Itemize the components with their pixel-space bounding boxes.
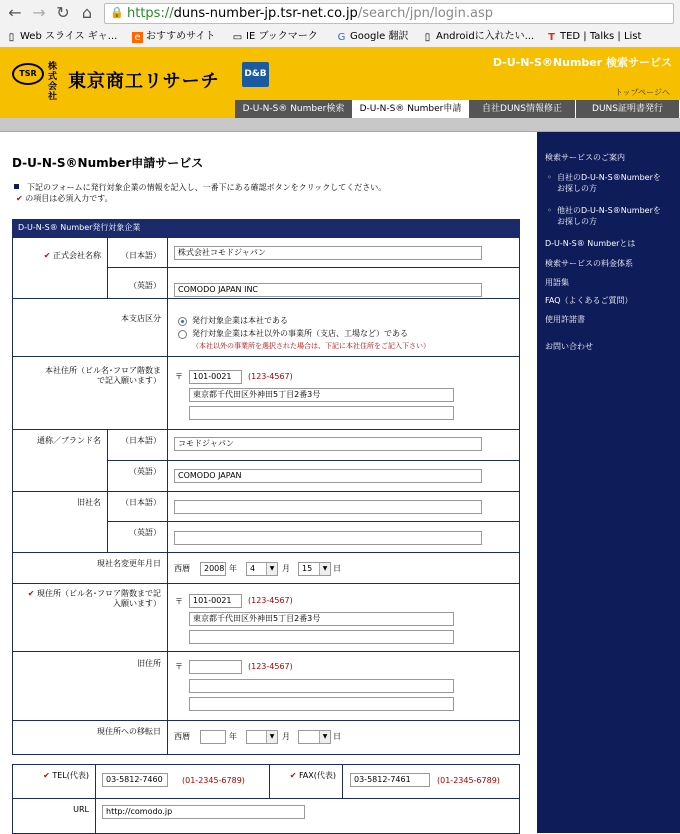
required-note: ✔ の項目は必須入力です。	[16, 194, 113, 203]
old-zip-input[interactable]	[189, 660, 242, 674]
service-title: D-U-N-S®Number 検索サービス	[492, 56, 672, 69]
zip-hint: (123-4567)	[248, 372, 293, 381]
label-current-address: ✔ 現住所（ビル名･フロア階数まで記入願います）	[13, 584, 167, 651]
label-old-name: 旧社名	[13, 492, 107, 552]
url-bar[interactable]: 🔒 https://duns-number-jp.tsr-net.co.jp/search/jpn/login.asp	[104, 3, 674, 24]
tab-duns-search[interactable]: D-U-N-S® Number検索	[235, 100, 353, 118]
old-name-en-input[interactable]	[174, 531, 482, 545]
old-address2-input[interactable]	[189, 697, 454, 711]
sidebar-item-about-duns[interactable]: D-U-N-S® Numberとは	[545, 239, 636, 248]
sidebar-item-glossary[interactable]: 用語集	[545, 278, 569, 287]
main-content	[0, 132, 537, 833]
official-name-en-input[interactable]: COMODO JAPAN INC	[174, 283, 482, 297]
intro-text: 下記のフォームに発行対象企業の情報を記入し、一番下にある確認ボタンをクリックしてください。	[14, 182, 386, 193]
cell	[168, 299, 519, 356]
cell	[168, 522, 519, 552]
bookmarks-bar	[0, 27, 680, 47]
label-ja: （日本語）	[108, 238, 167, 267]
name-change-month-select[interactable]: 4 ▼	[246, 562, 278, 576]
radio-branch[interactable]	[178, 330, 187, 339]
site-header	[0, 48, 680, 118]
cell	[168, 721, 519, 754]
label-tel: ✔ TEL(代表)	[13, 765, 95, 798]
day-unit: 日	[333, 732, 341, 741]
cell	[168, 492, 519, 521]
label-fax: ✔ FAX(代表)	[270, 765, 342, 798]
label-en: （英語）	[108, 522, 167, 552]
cell	[343, 765, 519, 798]
tel-hint: (01-2345-6789)	[182, 776, 245, 785]
zip-hint: (123-4567)	[248, 662, 293, 671]
cell	[168, 268, 519, 298]
ie-icon: e	[132, 32, 143, 43]
fax-input[interactable]: 03-5812-7461	[350, 773, 430, 787]
month-unit: 月	[282, 732, 290, 741]
page-icon: ▯	[8, 32, 15, 43]
tab-duns-edit[interactable]: 自社DUNS情報修正	[469, 100, 576, 118]
name-change-day-select[interactable]: 15 ▼	[298, 562, 331, 576]
sidebar-item-license[interactable]: 使用許諾書	[545, 315, 585, 324]
lock-icon: 🔒	[110, 6, 124, 19]
hq-address2-input[interactable]	[189, 406, 454, 420]
bookmark-item[interactable]: ▯ Web スライス ギャ...	[6, 27, 117, 47]
label-move-date: 現住所への移転日	[13, 721, 167, 754]
hq-zip-input[interactable]: 101-0021	[189, 370, 242, 384]
sidebar-item-contact[interactable]: お問い合わせ	[545, 342, 593, 351]
official-name-ja-input[interactable]: 株式会社コモドジャパン	[174, 246, 482, 260]
current-zip-input[interactable]: 101-0021	[189, 594, 242, 608]
label-name-change-date: 現社名変更年月日	[13, 553, 167, 583]
cell	[168, 553, 519, 583]
sidebar-item-faq[interactable]: FAQ（よくあるご質問）	[545, 296, 633, 305]
day-unit: 日	[333, 564, 341, 573]
label-official-name: ✔ 正式会社名称	[13, 238, 107, 298]
tab-duns-certificate[interactable]: DUNS証明書発行	[576, 100, 680, 118]
address-bar-row	[0, 0, 680, 27]
month-unit: 月	[282, 564, 290, 573]
label-brand: 通称／ブランド名	[13, 430, 107, 491]
translate-icon: G	[337, 32, 346, 43]
bookmark-item[interactable]: ▯ Androidに入れたい...	[422, 27, 534, 47]
fax-hint: (01-2345-6789)	[437, 776, 500, 785]
tel-input[interactable]: 03-5812-7460	[102, 773, 168, 787]
label-office-type: 本支店区分	[13, 299, 167, 356]
top-page-link[interactable]: トップページへ	[614, 88, 670, 97]
cell	[96, 799, 519, 833]
cell	[96, 765, 269, 798]
postal-mark: 〒	[175, 597, 183, 606]
bookmark-item[interactable]: e おすすめサイト	[132, 27, 215, 47]
radio-headquarters[interactable]	[178, 317, 187, 326]
form-section-title: D-U-N-S® Number発行対象企業	[18, 223, 141, 232]
cell	[168, 430, 519, 460]
cell	[168, 461, 519, 491]
name-change-year-input[interactable]: 2008	[200, 562, 226, 576]
page-icon: ▯	[424, 32, 431, 43]
home-icon[interactable]: ⌂	[81, 3, 93, 22]
ted-icon: T	[548, 32, 555, 43]
bookmark-item[interactable]: G Google 翻訳	[337, 31, 409, 43]
current-address2-input[interactable]	[189, 630, 454, 644]
sidebar-item-other-duns[interactable]: ◦ 他社のD-U-N-S®Numberをお探しの方	[547, 205, 667, 227]
postal-mark: 〒	[175, 372, 183, 381]
radio-note: （本社以外の事業所を選択された場合は、下記に本社住所をご記入下さい）	[192, 342, 430, 350]
old-name-ja-input[interactable]	[174, 500, 482, 514]
label-hq-address: 本社住所（ビル名･フロア階数まで記入願います）	[13, 357, 167, 429]
brand-ja-input[interactable]: コモドジャパン	[174, 437, 482, 451]
era-label: 西暦	[174, 564, 190, 573]
radio-branch-label: 発行対象企業は本社以外の事業所（支店、工場など）である	[192, 329, 408, 338]
hq-address1-input[interactable]: 東京都千代田区外神田5丁目2番3号	[189, 388, 454, 402]
tab-duns-apply[interactable]: D-U-N-S® Number申請	[353, 100, 469, 118]
year-unit: 年	[229, 564, 237, 573]
cell	[168, 584, 519, 651]
move-year-input[interactable]	[200, 730, 226, 744]
sidebar	[537, 132, 680, 833]
label-ja: （日本語）	[108, 430, 167, 460]
cell	[168, 652, 519, 720]
label-en: （英語）	[108, 268, 167, 298]
current-address1-input[interactable]: 東京都千代田区外神田5丁目2番3号	[189, 612, 454, 626]
move-day-select[interactable]	[298, 730, 331, 744]
forward-icon[interactable]: →	[32, 3, 46, 22]
label-ja: （日本語）	[108, 492, 167, 521]
bookmark-item[interactable]: T TED | Talks | List	[546, 27, 641, 47]
page-title: D-U-N-S®Number申請サービス	[12, 156, 204, 170]
sidebar-item-guide[interactable]: 検索サービスのご案内	[545, 153, 625, 162]
label-en: （英語）	[108, 461, 167, 491]
year-unit: 年	[229, 732, 237, 741]
radio-headquarters-label: 発行対象企業は本社である	[192, 316, 288, 325]
tsr-logo[interactable]: TSR 株式会社東京商工リサーチ	[12, 62, 220, 86]
browser-chrome	[0, 0, 680, 48]
old-address1-input[interactable]	[189, 679, 454, 693]
label-url: URL	[13, 799, 95, 833]
cell	[168, 357, 519, 429]
postal-mark: 〒	[175, 662, 183, 671]
dnb-logo: D&B	[242, 62, 269, 87]
move-month-select[interactable]	[246, 730, 278, 744]
zip-hint: (123-4567)	[248, 596, 293, 605]
bookmark-folder[interactable]: ▭ IE ブックマーク	[232, 31, 318, 43]
divider-bar	[0, 118, 680, 132]
sidebar-item-own-duns[interactable]: ◦ 自社のD-U-N-S®Numberをお探しの方	[547, 172, 667, 194]
era-label: 西暦	[174, 732, 190, 741]
sidebar-item-pricing[interactable]: 検索サービスの料金体系	[545, 259, 633, 268]
reload-icon[interactable]: ↻	[56, 3, 70, 22]
back-icon[interactable]: ←	[8, 3, 22, 22]
brand-en-input[interactable]: COMODO JAPAN	[174, 469, 482, 483]
cell	[168, 238, 519, 267]
label-old-address: 旧住所	[13, 652, 167, 720]
folder-icon: ▭	[232, 32, 243, 43]
url-input[interactable]: http://comodo.jp	[102, 805, 305, 819]
